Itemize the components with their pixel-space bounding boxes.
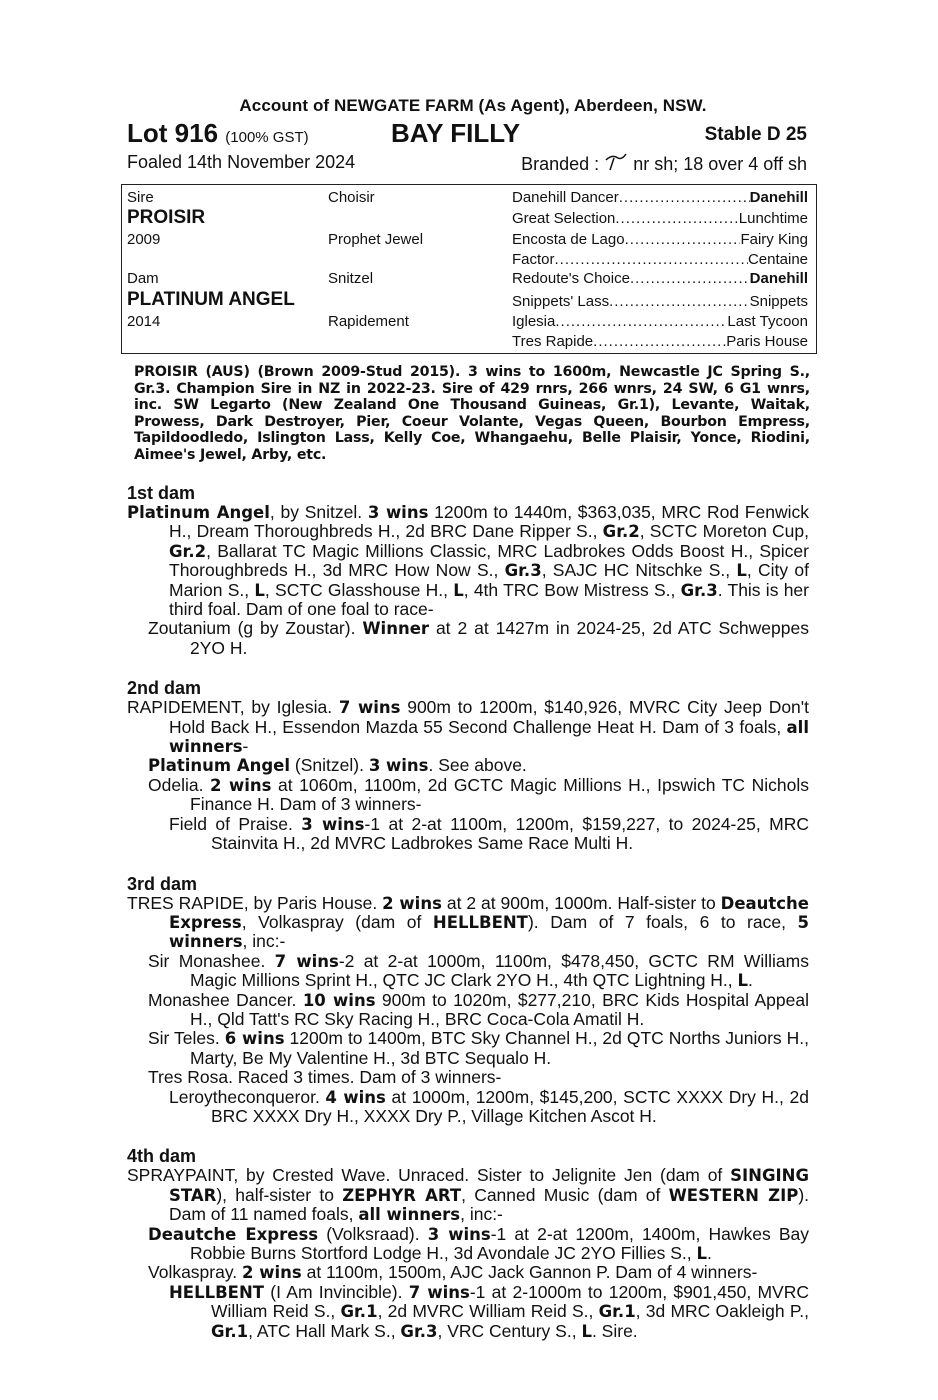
dam-label: Dam <box>127 270 159 287</box>
text-run: , Ballarat TC Magic Millions Classic, MRC Ladbrokes Odds Boost H., Spicer Thoroughbreds H., 3d MRC How Now S., <box>169 540 809 581</box>
dot-leader <box>555 251 748 268</box>
great-grand-sire-name: Danehill <box>749 270 808 287</box>
text-run: , SCTC Glasshouse H., <box>264 579 454 600</box>
text-run: -1 at 2-1000m to 1200m, $901,450, MVRC William Reid S., <box>211 1281 809 1322</box>
great-grand-sire-name: Snippets <box>749 293 808 310</box>
foaled-line <box>127 152 809 178</box>
text-run: at 1000m, 1200m, $145,200, SCTC XXXX Dry H., 2d BRC XXXX Dry H., XXXX Dry P., Village Kitchen Ascot H. <box>211 1086 809 1126</box>
text-run: , 2d MVRC William Reid S., <box>377 1301 599 1322</box>
dam-sire: Snitzel <box>328 270 374 287</box>
progeny-entry <box>127 776 809 815</box>
grand-parent-name: Iglesia <box>512 313 556 330</box>
dam-section-title: 2nd dam <box>127 678 202 699</box>
sire-sire: Choisir <box>328 189 375 206</box>
dam-section-title: 1st dam <box>127 483 196 503</box>
pedigree-grand-row <box>512 333 808 350</box>
text-run: , Volkaspray (dam of <box>241 911 433 932</box>
progeny-entry <box>127 1263 809 1282</box>
text-run: Monashee Dancer. <box>148 989 303 1010</box>
great-grand-sire-name: Last Tycoon <box>727 313 808 330</box>
text-run: (Snitzel). <box>290 755 369 776</box>
bold-text-run: all winners <box>169 717 809 757</box>
text-run: , SAJC HC Nitschke S., <box>541 560 737 581</box>
lot-label: Lot 916 <box>127 118 219 148</box>
bold-text-run: 10 wins <box>302 990 376 1010</box>
text-run: - <box>242 736 249 757</box>
branded-prefix: Branded : <box>521 154 600 174</box>
pedigree-grand-row <box>512 270 808 287</box>
text-run: . See above. <box>428 755 527 776</box>
text-run: 1200m to 1400m, BTC Sky Channel H., 2d QTC Norths Juniors H., Marty, Be My Valentine H., 3d BTC Sequalo H. <box>190 1028 809 1068</box>
bold-text-run: 7 wins <box>408 1282 470 1302</box>
grand-parent-name: Danehill Dancer <box>512 189 619 206</box>
text-run: SPRAYPAINT, by Crested Wave. Unraced. Sister to Jelignite Jen (dam of <box>127 1165 731 1186</box>
progeny-entry <box>127 1029 809 1068</box>
progeny-entry <box>127 1166 809 1224</box>
dot-leader <box>630 270 750 287</box>
bold-text-run: L <box>737 971 749 991</box>
bold-text-run: SINGING STAR <box>169 1166 809 1205</box>
progeny-entry <box>127 894 809 952</box>
bold-text-run: 2 wins <box>382 893 442 913</box>
bold-text-run: WESTERN ZIP <box>668 1185 799 1205</box>
text-run: Zoutanium (g by Zoustar). <box>148 618 363 639</box>
text-run: , City of Marion S., <box>169 560 809 600</box>
text-run: , ATC Hall Mark S., <box>248 1320 401 1341</box>
great-grand-sire-name: Paris House <box>726 333 808 350</box>
bold-text-run: 3 wins <box>367 503 429 522</box>
sire-year: 2009 <box>127 231 161 248</box>
progeny-entry <box>127 698 809 756</box>
dam-section <box>127 483 809 658</box>
grand-parent-name: Redoute's Choice <box>512 270 630 287</box>
progeny-entry <box>127 756 809 775</box>
pedigree-table <box>121 184 817 354</box>
bold-text-run: L <box>581 1321 592 1341</box>
bold-text-run: Gr.1 <box>598 1302 636 1322</box>
dam-sections <box>127 483 809 1341</box>
dam-section-title: 4th dam <box>127 1146 197 1167</box>
text-run: , SCTC Moreton Cup, <box>639 521 810 542</box>
bold-text-run: HELLBENT <box>432 912 528 932</box>
progeny-entry <box>127 503 809 619</box>
text-run: at 2 at 900m, 1000m. Half-sister to <box>441 892 721 913</box>
lot-line <box>127 118 809 150</box>
grand-parent-name: Factor <box>512 251 555 268</box>
sire-label: Sire <box>127 189 154 206</box>
sire-name: PROISIR <box>127 207 206 228</box>
bold-text-run: 2 wins <box>210 775 272 795</box>
grand-parent-name: Snippets' Lass <box>512 293 610 310</box>
dot-leader <box>619 189 750 206</box>
bold-text-run: Gr.2 <box>602 522 640 542</box>
text-run: , inc:- <box>242 931 286 952</box>
dam-section <box>127 874 809 1127</box>
bold-text-run: 5 winners <box>169 912 809 952</box>
bold-text-run: Deautche Express <box>169 893 809 932</box>
vendor-account: Account of NEWGATE FARM (As Agent), Aberdeen, NSW. <box>239 96 707 115</box>
dam-section <box>127 678 809 853</box>
progeny-entry <box>127 1088 809 1127</box>
text-run: Field of Praise. <box>169 813 302 834</box>
brand-mark-icon <box>604 152 628 172</box>
progeny-entry <box>127 1283 809 1341</box>
catalogue-page <box>127 96 809 1341</box>
text-run: , inc:- <box>460 1204 503 1225</box>
bold-text-run: 3 wins <box>427 1224 491 1244</box>
dot-leader <box>555 313 727 330</box>
progeny-entry <box>127 1068 809 1087</box>
bold-text-run: L <box>453 580 464 600</box>
text-run: Sir Teles. <box>148 1028 225 1049</box>
bold-text-run: 4 wins <box>325 1087 386 1107</box>
great-grand-sire-name: Lunchtime <box>738 210 808 227</box>
dam-name: PLATINUM ANGEL <box>127 289 295 310</box>
text-run: RAPIDEMENT, by Iglesia. <box>127 697 339 718</box>
dot-leader <box>615 210 738 227</box>
bold-text-run: 3 wins <box>368 756 429 776</box>
bold-text-run: Gr.1 <box>340 1302 378 1322</box>
text-run: 900m to 1200m, $140,926, MVRC City Jeep Don't Hold Back H., Essendon Mazda 55 Second Challenge Heat H. Dam of 3 foals, <box>169 697 809 737</box>
foaled-date: Foaled 14th November 2024 <box>127 152 356 172</box>
pedigree-grand-row <box>512 313 808 330</box>
text-run: at 1100m, 1500m, AJC Jack Gannon P. Dam of 4 winners- <box>301 1262 758 1283</box>
great-grand-sire-name: Danehill <box>749 189 808 206</box>
bold-text-run: L <box>696 1244 707 1263</box>
bold-text-run: Winner <box>362 619 430 639</box>
bold-text-run: Platinum Angel <box>148 756 291 776</box>
text-run: , VRC Century S., <box>437 1320 582 1341</box>
pedigree-grand-row <box>512 293 808 310</box>
dam-section-title: 3rd dam <box>127 873 198 894</box>
sire-summary: PROISIR (AUS) (Brown 2009-Stud 2015). 3 wins to 1600m, Newcastle JC Spring S., Gr.3. Champion Sire in NZ in 2022-23. Sire of 429 rnrs, 266 wnrs, 24 SW, 6 G1 wnrs, inc. SW Legarto (New Zealand One Thousand Guineas, Gr.1), Levante, Waitak, Prowess, Dark Destroyer, Pier, Coeur Volante, Vegas Queen, Bourbon Empress, Tapildoodledo, Islington Lass, Kelly Coe, Whangaehu, Belle Plaisir, Yonce, Riodini, Aimee's Jewel, Arby, etc. <box>134 364 810 463</box>
text-run: (I Am Invincible). <box>264 1281 409 1302</box>
dot-leader <box>609 293 750 310</box>
text-run: 1200m to 1440m, $363,035, MRC Rod Fenwick H., Dream Thoroughbreds H., 2d BRC Dane Ripper S., <box>169 502 809 542</box>
progeny-entry <box>127 815 809 854</box>
bold-text-run: 7 wins <box>274 951 339 971</box>
text-run: Sir Monashee. <box>148 950 275 971</box>
pedigree-grand-row <box>512 189 808 206</box>
bold-text-run: all winners <box>358 1205 461 1225</box>
dot-leader <box>625 231 741 248</box>
progeny-entry <box>127 952 809 991</box>
horse-description: BAY FILLY <box>391 118 521 148</box>
bold-text-run: 2 wins <box>242 1263 302 1283</box>
lot-number <box>127 118 309 149</box>
text-run: Volkaspray. <box>148 1262 243 1283</box>
dam-section <box>127 1146 809 1341</box>
bold-text-run: Deautche Express <box>148 1224 319 1244</box>
text-run: at 2 at 1427m in 2024-25, 2d ATC Schweppes 2YO H. <box>190 618 809 658</box>
bold-text-run: L <box>736 561 747 581</box>
bold-text-run: Platinum Angel <box>127 503 270 522</box>
bold-text-run: Gr.3 <box>504 561 542 581</box>
text-run: (Volksraad). <box>318 1223 428 1244</box>
text-run: . <box>707 1243 712 1263</box>
text-run: 900m to 1020m, $277,210, BRC Kids Hospital Appeal H., Qld Tatt's RC Sky Racing H., BRC Coca-Cola Amatil H. <box>190 989 809 1029</box>
branded-suffix: nr sh; 18 over 4 off sh <box>633 154 807 174</box>
grand-parent-name: Encosta de Lago <box>512 231 625 248</box>
text-run: -1 at 2-at 1200m, 1400m, Hawkes Bay Robbie Burns Stortford Lodge H., 3d Avondale JC 2YO Fillies S., <box>190 1223 809 1263</box>
text-run: ), half-sister to <box>216 1184 343 1205</box>
bold-text-run: Gr.3 <box>680 580 718 600</box>
bold-text-run: L <box>254 580 265 600</box>
bold-text-run: Gr.3 <box>400 1321 438 1341</box>
text-run: at 1060m, 1100m, 2d GCTC Magic Millions H., Ipswich TC Nichols Finance H. Dam of 3 winners- <box>190 774 809 815</box>
bold-text-run: Gr.1 <box>211 1321 249 1341</box>
great-grand-sire-name: Centaine <box>747 251 808 268</box>
pedigree-grand-row <box>512 251 808 268</box>
text-run: ). Dam of 7 foals, 6 to race, <box>527 911 798 932</box>
bold-text-run: Gr.2 <box>169 541 207 561</box>
grand-parent-name: Tres Rapide <box>512 333 594 350</box>
text-run: TRES RAPIDE, by Paris House. <box>127 892 383 913</box>
text-run: . Sire. <box>591 1320 638 1341</box>
bold-text-run: HELLBENT <box>169 1282 265 1302</box>
text-run: , 4th TRC Bow Mistress S., <box>463 579 681 600</box>
text-run: Odelia. <box>148 774 211 795</box>
text-run: . <box>748 970 753 991</box>
text-run: -1 at 2-at 1100m, 1200m, $159,227, to 2024-25, MRC Stainvita H., 2d MVRC Ladbrokes Same Race Multi H. <box>211 813 809 854</box>
dot-leader <box>593 333 726 350</box>
progeny-entry <box>127 991 809 1030</box>
progeny-entry <box>127 619 809 658</box>
text-run: Leroytheconqueror. <box>169 1086 326 1107</box>
pedigree-grand-row <box>512 231 808 248</box>
pedigree-grand-row <box>512 210 808 227</box>
text-run: , by Snitzel. <box>269 502 368 522</box>
brand-info <box>521 152 807 175</box>
text-run: . This is her third foal. Dam of one foal to race- <box>169 579 809 620</box>
gst-note: (100% GST) <box>225 129 309 146</box>
sire-dam: Prophet Jewel <box>328 231 424 248</box>
stable-location: Stable D 25 <box>704 124 807 145</box>
text-run: , Canned Music (dam of <box>461 1184 669 1205</box>
bold-text-run: 3 wins <box>301 814 365 834</box>
progeny-entry <box>127 1225 809 1264</box>
bold-text-run: 7 wins <box>338 698 401 718</box>
great-grand-sire-name: Fairy King <box>740 231 808 248</box>
text-run: ). Dam of 11 named foals, <box>169 1184 810 1225</box>
dam-year: 2014 <box>127 313 161 330</box>
text-run: Tres Rosa. Raced 3 times. Dam of 3 winners- <box>148 1067 502 1088</box>
bold-text-run: ZEPHYR ART <box>342 1185 462 1205</box>
bold-text-run: 6 wins <box>224 1029 285 1049</box>
text-run: , 3d MRC Oakleigh P., <box>635 1301 810 1322</box>
dam-dam: Rapidement <box>328 313 409 330</box>
text-run: -2 at 2-at 1000m, 1100m, $478,450, GCTC RM Williams Magic Millions Sprint H., QTC JC Clark 2YO H., 4th QTC Lightning H., <box>190 950 809 991</box>
grand-parent-name: Great Selection <box>512 210 616 227</box>
